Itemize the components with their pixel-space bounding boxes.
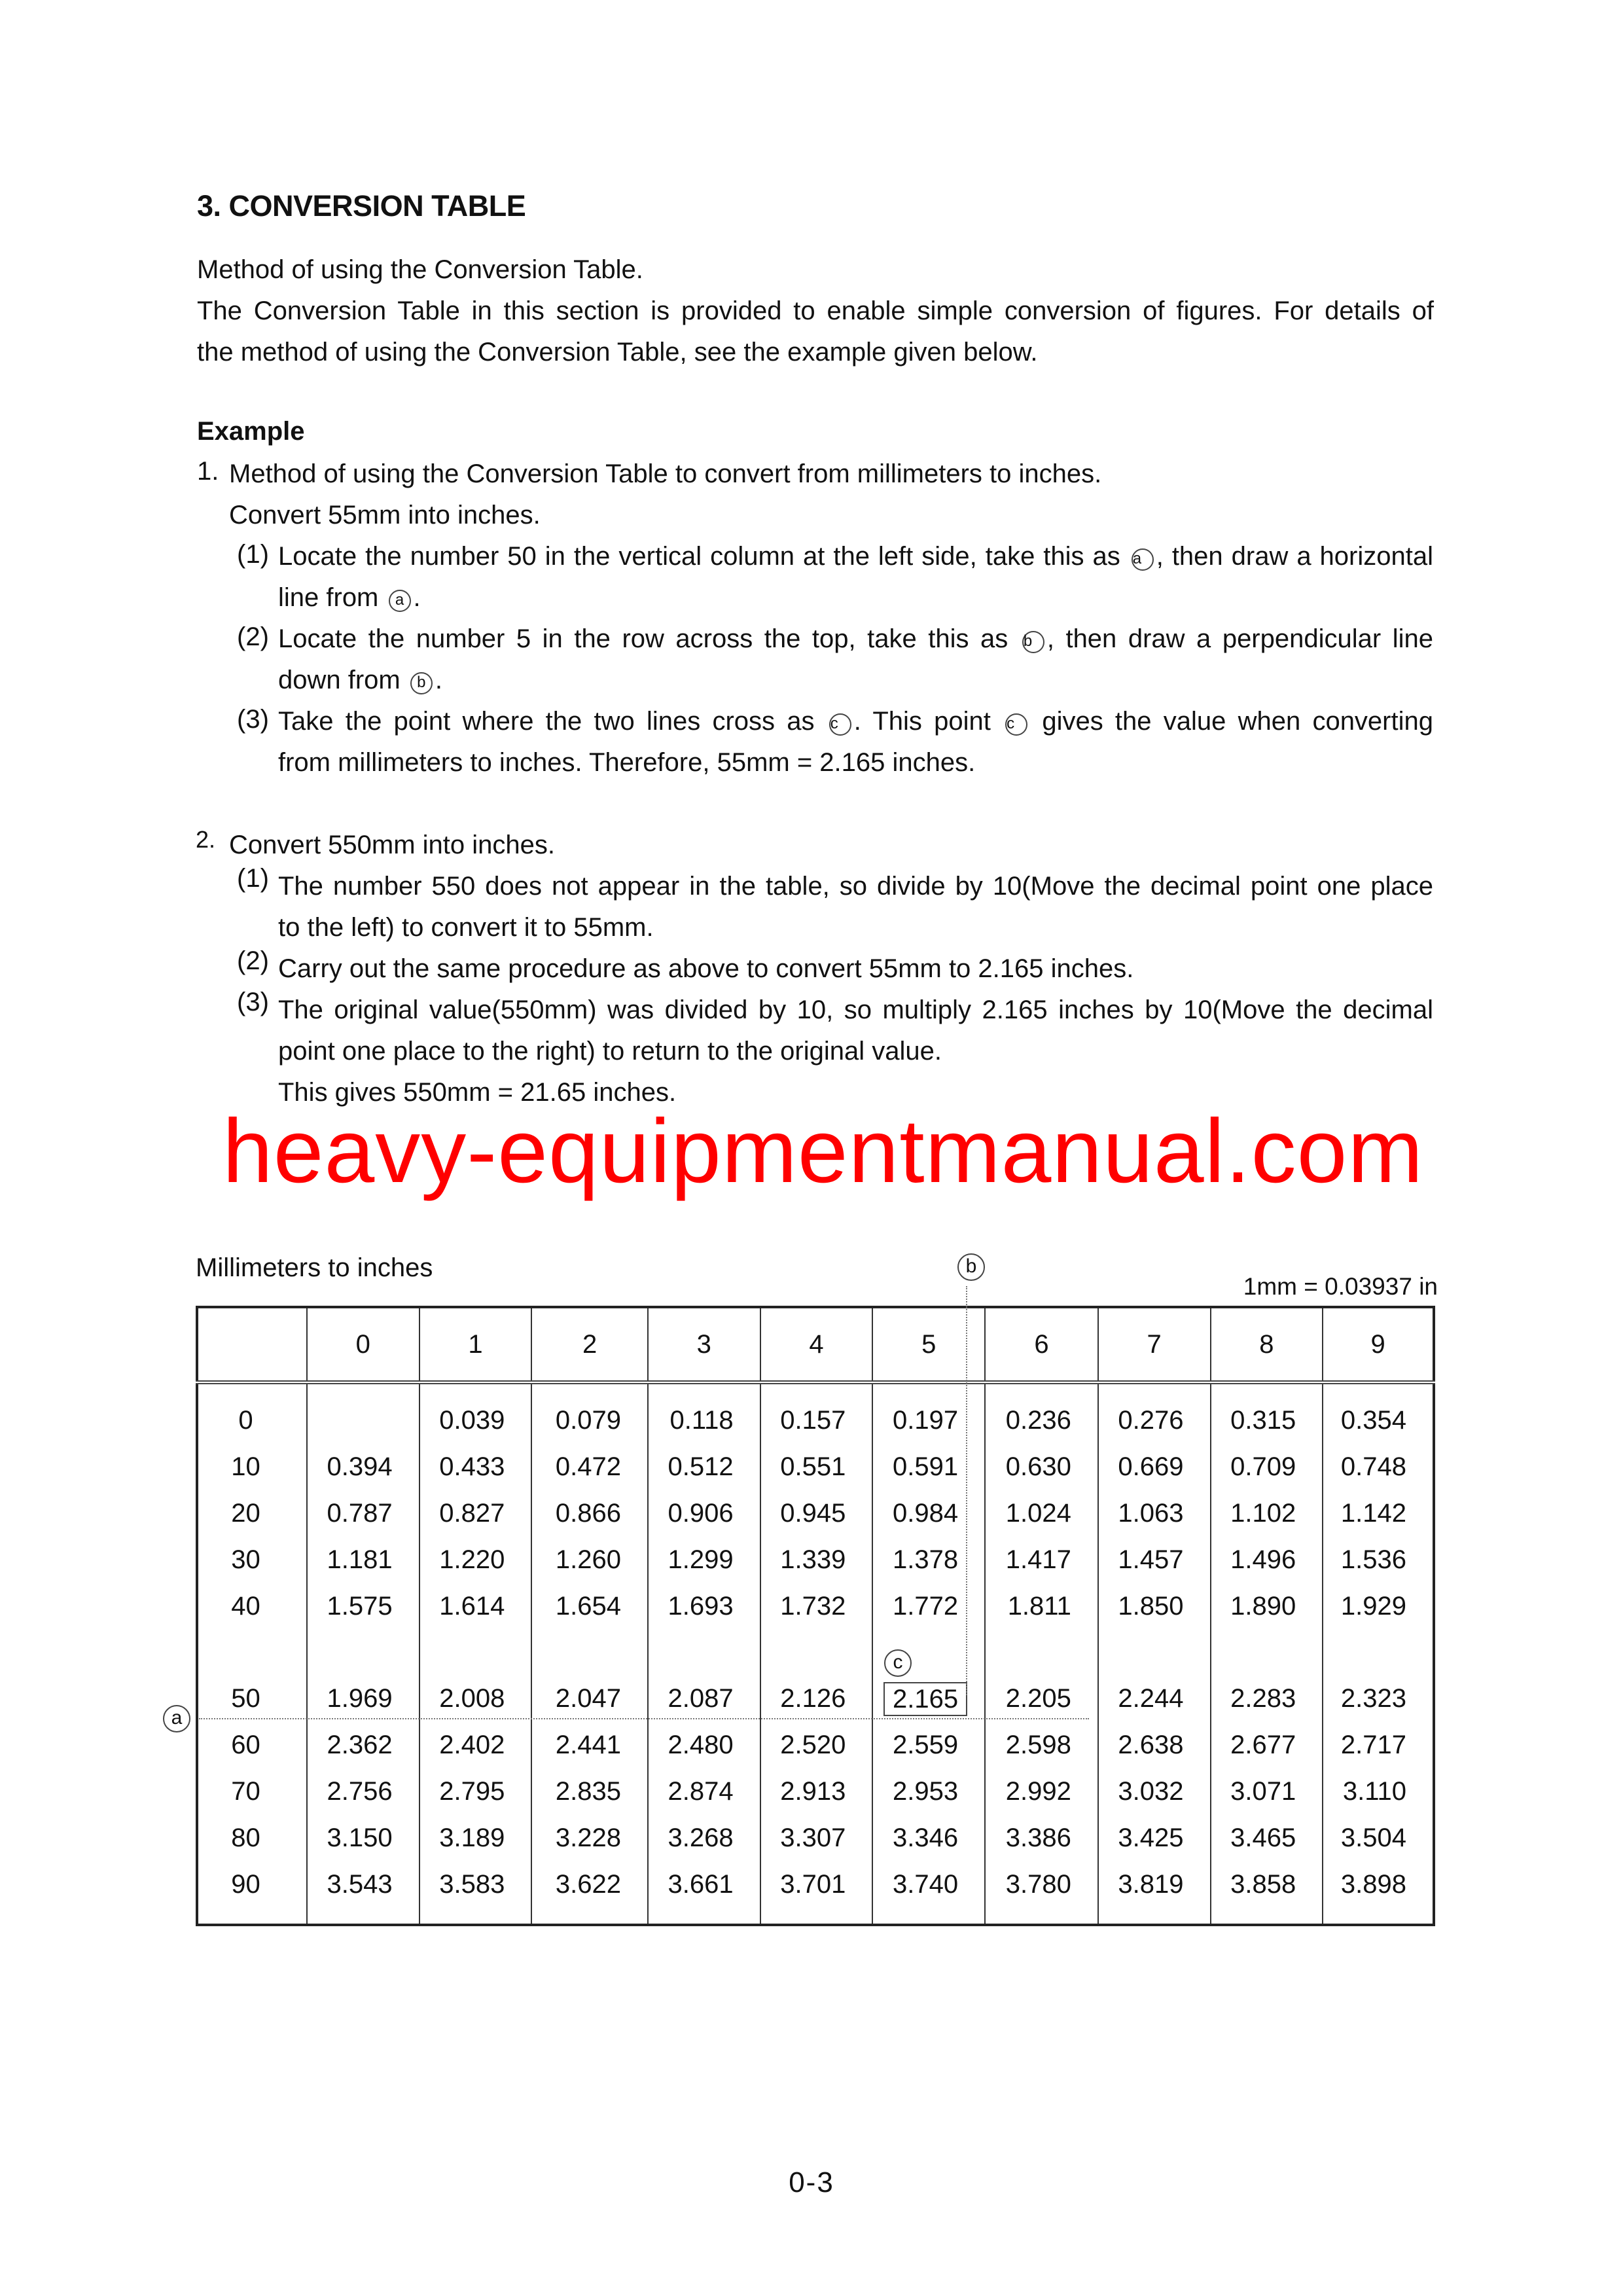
- row-mm-label: 80: [197, 1815, 307, 1861]
- table-cell: 0.118: [648, 1382, 760, 1444]
- table-cell: 2.559: [872, 1722, 985, 1768]
- table-cell: 1.063: [1098, 1490, 1211, 1537]
- row-mm-label: 50: [197, 1676, 307, 1722]
- table-cell: 2.126: [760, 1676, 873, 1722]
- spacer-cell: [872, 1630, 985, 1676]
- table-cell: 3.032: [1098, 1768, 1211, 1815]
- table-cell: 0.079: [531, 1382, 648, 1444]
- table-cell: 3.504: [1323, 1815, 1434, 1861]
- table-cell: 3.898: [1323, 1861, 1434, 1925]
- table-cell: 2.835: [531, 1768, 648, 1815]
- table-cell: 0.236: [985, 1382, 1098, 1444]
- table-cell: 2.953: [872, 1768, 985, 1815]
- table-cell: 2.480: [648, 1722, 760, 1768]
- row-mm-label: 0: [197, 1382, 307, 1444]
- table-cell: 2.677: [1211, 1722, 1323, 1768]
- table-cell: 0.748: [1323, 1444, 1434, 1490]
- table-cell: 2.047: [531, 1676, 648, 1722]
- table-cell: 0.197: [872, 1382, 985, 1444]
- table-cell: 2.441: [531, 1722, 648, 1768]
- table-cell: 0.787: [307, 1490, 419, 1537]
- intro-line-3: the method of using the Conversion Table, see the example given below.: [197, 338, 1038, 367]
- table-cell: 0.630: [985, 1444, 1098, 1490]
- ex2-step-2-line-1: Carry out the same procedure as above to convert 55mm to 2.165 inches.: [278, 954, 1134, 983]
- header-col-4: 4: [760, 1307, 873, 1382]
- table-cell: 1.260: [531, 1537, 648, 1583]
- table-cell: 1.496: [1211, 1537, 1323, 1583]
- spacer-cell: [419, 1630, 532, 1676]
- table-cell: 3.583: [419, 1861, 532, 1925]
- ex2-step-1-number: (1): [237, 864, 269, 893]
- table-row: [197, 1861, 1434, 1925]
- table-cell: 3.661: [648, 1861, 760, 1925]
- table-cell: 2.087: [648, 1676, 760, 1722]
- table-cell: 2.520: [760, 1722, 873, 1768]
- table-cell: [307, 1382, 419, 1444]
- marker-a-icon: a: [389, 590, 411, 612]
- table-cell: 2.244: [1098, 1676, 1211, 1722]
- intro-line-1: Method of using the Conversion Table.: [197, 255, 643, 284]
- marker-a-icon: a: [1132, 548, 1154, 571]
- table-cell: 0.315: [1211, 1382, 1323, 1444]
- table-cell: 2.874: [648, 1768, 760, 1815]
- table-cell: 2.402: [419, 1722, 532, 1768]
- step-3-line-1: Take the point where the two lines cross as c . This point c gives the value when converting: [278, 707, 1433, 736]
- table-cell: 0.276: [1098, 1382, 1211, 1444]
- table-cell: 0.669: [1098, 1444, 1211, 1490]
- marker-a-icon: a: [163, 1705, 190, 1732]
- table-cell: 2.008: [419, 1676, 532, 1722]
- table-cell: 1.220: [419, 1537, 532, 1583]
- step-1-number: (1): [237, 540, 269, 569]
- table-cell: 3.425: [1098, 1815, 1211, 1861]
- table-cell: 1.890: [1211, 1583, 1323, 1630]
- spacer-cell: [531, 1630, 648, 1676]
- intro-line-2: The Conversion Table in this section is provided to enable simple conversion of figures. For details of: [197, 296, 1434, 325]
- table-row: [197, 1537, 1434, 1583]
- table-cell: 0.945: [760, 1490, 873, 1537]
- step-2-line-1: Locate the number 5 in the row across the top, take this as b , then draw a perpendicular line: [278, 624, 1433, 653]
- unit-note: 1mm = 0.03937 in: [1243, 1273, 1438, 1300]
- header-col-7: 7: [1098, 1307, 1211, 1382]
- watermark-url: heavy-equipmentmanual.com: [223, 1101, 1424, 1202]
- ex2-step-3-line-1: The original value(550mm) was divided by 10, so multiply 2.165 inches by 10(Move the decimal: [278, 996, 1433, 1024]
- spacer-cell: [197, 1630, 307, 1676]
- section-heading: 3. CONVERSION TABLE: [197, 189, 526, 223]
- table-cell: 3.819: [1098, 1861, 1211, 1925]
- page-number: 0-3: [789, 2166, 834, 2198]
- table-cell: 0.709: [1211, 1444, 1323, 1490]
- example-1-number: 1.: [197, 457, 219, 486]
- table-cell: 1.339: [760, 1537, 873, 1583]
- table-cell: 0.906: [648, 1490, 760, 1537]
- table-cell: 2.283: [1211, 1676, 1323, 1722]
- header-col-6: 6: [985, 1307, 1098, 1382]
- header-col-8: 8: [1211, 1307, 1323, 1382]
- table-cell: 3.386: [985, 1815, 1098, 1861]
- table-header-row: [197, 1307, 1434, 1382]
- spacer-cell: [760, 1630, 873, 1676]
- ex2-step-3-line-3: This gives 550mm = 21.65 inches.: [278, 1078, 677, 1107]
- table-cell: 3.622: [531, 1861, 648, 1925]
- table-row: [197, 1583, 1434, 1630]
- table-cell: 1.732: [760, 1583, 873, 1630]
- marker-c-icon: c: [884, 1649, 912, 1677]
- marker-c-icon: c: [1005, 713, 1027, 736]
- table-cell: 2.362: [307, 1722, 419, 1768]
- table-cell: 3.189: [419, 1815, 532, 1861]
- header-col-0: 0: [307, 1307, 419, 1382]
- header-col-1: 1: [419, 1307, 532, 1382]
- table-cell: 1.614: [419, 1583, 532, 1630]
- row-mm-label: 40: [197, 1583, 307, 1630]
- header-col-2: 2: [531, 1307, 648, 1382]
- table-row: [197, 1444, 1434, 1490]
- table-cell: 1.102: [1211, 1490, 1323, 1537]
- example-1-line-2: Convert 55mm into inches.: [229, 501, 541, 529]
- header-col-3: 3: [648, 1307, 760, 1382]
- table-cell: 3.071: [1211, 1768, 1323, 1815]
- table-cell: 0.039: [419, 1382, 532, 1444]
- spacer-cell: [1098, 1630, 1211, 1676]
- ex2-step-1-line-1: The number 550 does not appear in the table, so divide by 10(Move the decimal point one place: [278, 872, 1433, 901]
- table-cell: 3.858: [1211, 1861, 1323, 1925]
- table-cell: 2.323: [1323, 1676, 1434, 1722]
- step-3-number: (3): [237, 705, 269, 734]
- row-mm-label: 70: [197, 1768, 307, 1815]
- spacer-cell: [307, 1630, 419, 1676]
- table-cell: 0.394: [307, 1444, 419, 1490]
- table-row: [197, 1722, 1434, 1768]
- table-row: [197, 1382, 1434, 1444]
- ex2-step-2-number: (2): [237, 946, 269, 975]
- ex2-step-3-line-2: point one place to the right) to return to the original value.: [278, 1037, 942, 1066]
- table-cell: 0.157: [760, 1382, 873, 1444]
- example-1-line-1: Method of using the Conversion Table to convert from millimeters to inches.: [229, 459, 1102, 488]
- table-cell: 1.693: [648, 1583, 760, 1630]
- spacer-cell: [648, 1630, 760, 1676]
- table-cell: 1.654: [531, 1583, 648, 1630]
- table-cell: 3.346: [872, 1815, 985, 1861]
- table-cell: 2.992: [985, 1768, 1098, 1815]
- table-cell: 1.142: [1323, 1490, 1434, 1537]
- table-cell: 1.929: [1323, 1583, 1434, 1630]
- highlighted-result: 2.165: [883, 1682, 967, 1716]
- header-col-9: 9: [1323, 1307, 1434, 1382]
- table-cell: 1.536: [1323, 1537, 1434, 1583]
- example-2-number: 2.: [196, 826, 216, 853]
- step-2-number: (2): [237, 622, 269, 651]
- table-cell: 2.717: [1323, 1722, 1434, 1768]
- row-mm-label: 90: [197, 1861, 307, 1925]
- spacer-cell: [985, 1630, 1098, 1676]
- table-cell: 1.850: [1098, 1583, 1211, 1630]
- table-cell: 1.417: [985, 1537, 1098, 1583]
- table-cell: 3.150: [307, 1815, 419, 1861]
- conversion-table: [196, 1306, 1435, 1926]
- table-cell: 2.756: [307, 1768, 419, 1815]
- table-cell: 3.740: [872, 1861, 985, 1925]
- table-row: [197, 1490, 1434, 1537]
- ex2-step-1-line-2: to the left) to convert it to 55mm.: [278, 913, 654, 942]
- table-cell: 1.772: [872, 1583, 985, 1630]
- table-cell: 0.591: [872, 1444, 985, 1490]
- table-cell: 1.299: [648, 1537, 760, 1583]
- marker-b-icon: b: [410, 672, 433, 694]
- row-mm-label: 10: [197, 1444, 307, 1490]
- table-row: [197, 1768, 1434, 1815]
- step-3-line-2: from millimeters to inches. Therefore, 55mm = 2.165 inches.: [278, 748, 976, 777]
- table-cell: 0.512: [648, 1444, 760, 1490]
- table-caption: Millimeters to inches: [196, 1253, 433, 1282]
- table-row: [197, 1676, 1434, 1722]
- table-cell: 3.701: [760, 1861, 873, 1925]
- row-mm-label: 60: [197, 1722, 307, 1768]
- table-spacer-row: [197, 1630, 1434, 1676]
- table-cell: 1.024: [985, 1490, 1098, 1537]
- table-cell: 0.433: [419, 1444, 532, 1490]
- step-2-line-2: down from b .: [278, 666, 442, 694]
- table-cell: 3.780: [985, 1861, 1098, 1925]
- marker-b-icon: b: [957, 1253, 985, 1281]
- table-cell: 1.378: [872, 1537, 985, 1583]
- row-mm-label: 30: [197, 1537, 307, 1583]
- table-row: [197, 1815, 1434, 1861]
- marker-b-icon: b: [1022, 631, 1044, 653]
- table-cell: 2.795: [419, 1768, 532, 1815]
- table-cell: [872, 1676, 985, 1722]
- table-cell: 3.465: [1211, 1815, 1323, 1861]
- marker-c-icon: c: [829, 713, 851, 736]
- guide-line-horizontal: [199, 1718, 1089, 1719]
- table-cell: 1.969: [307, 1676, 419, 1722]
- table-cell: 0.551: [760, 1444, 873, 1490]
- table-cell: 0.866: [531, 1490, 648, 1537]
- table-cell: 1.181: [307, 1537, 419, 1583]
- table-cell: 0.984: [872, 1490, 985, 1537]
- table-cell: 3.228: [531, 1815, 648, 1861]
- ex2-step-3-number: (3): [237, 988, 269, 1016]
- table-cell: 0.354: [1323, 1382, 1434, 1444]
- table-cell: 2.598: [985, 1722, 1098, 1768]
- table-cell: 3.110: [1323, 1768, 1434, 1815]
- header-col-5: 5: [872, 1307, 985, 1382]
- table-cell: 3.543: [307, 1861, 419, 1925]
- table-cell: 0.827: [419, 1490, 532, 1537]
- table-cell: 3.268: [648, 1815, 760, 1861]
- table-cell: 1.457: [1098, 1537, 1211, 1583]
- table-cell: 3.307: [760, 1815, 873, 1861]
- step-1-line-1: Locate the number 50 in the vertical column at the left side, take this as a , then draw a horizontal: [278, 542, 1433, 571]
- row-mm-label: 20: [197, 1490, 307, 1537]
- step-1-line-2: line from a .: [278, 583, 421, 612]
- table-cell: 2.638: [1098, 1722, 1211, 1768]
- header-corner: [197, 1307, 307, 1382]
- example-heading: Example: [197, 417, 305, 446]
- table-cell: 2.913: [760, 1768, 873, 1815]
- spacer-cell: [1323, 1630, 1434, 1676]
- guide-line-vertical: [966, 1286, 967, 1695]
- example-2-line-1: Convert 550mm into inches.: [229, 831, 556, 859]
- table-cell: 1.811: [985, 1583, 1098, 1630]
- table-cell: 0.472: [531, 1444, 648, 1490]
- table-cell: 2.205: [985, 1676, 1098, 1722]
- table-cell: 1.575: [307, 1583, 419, 1630]
- spacer-cell: [1211, 1630, 1323, 1676]
